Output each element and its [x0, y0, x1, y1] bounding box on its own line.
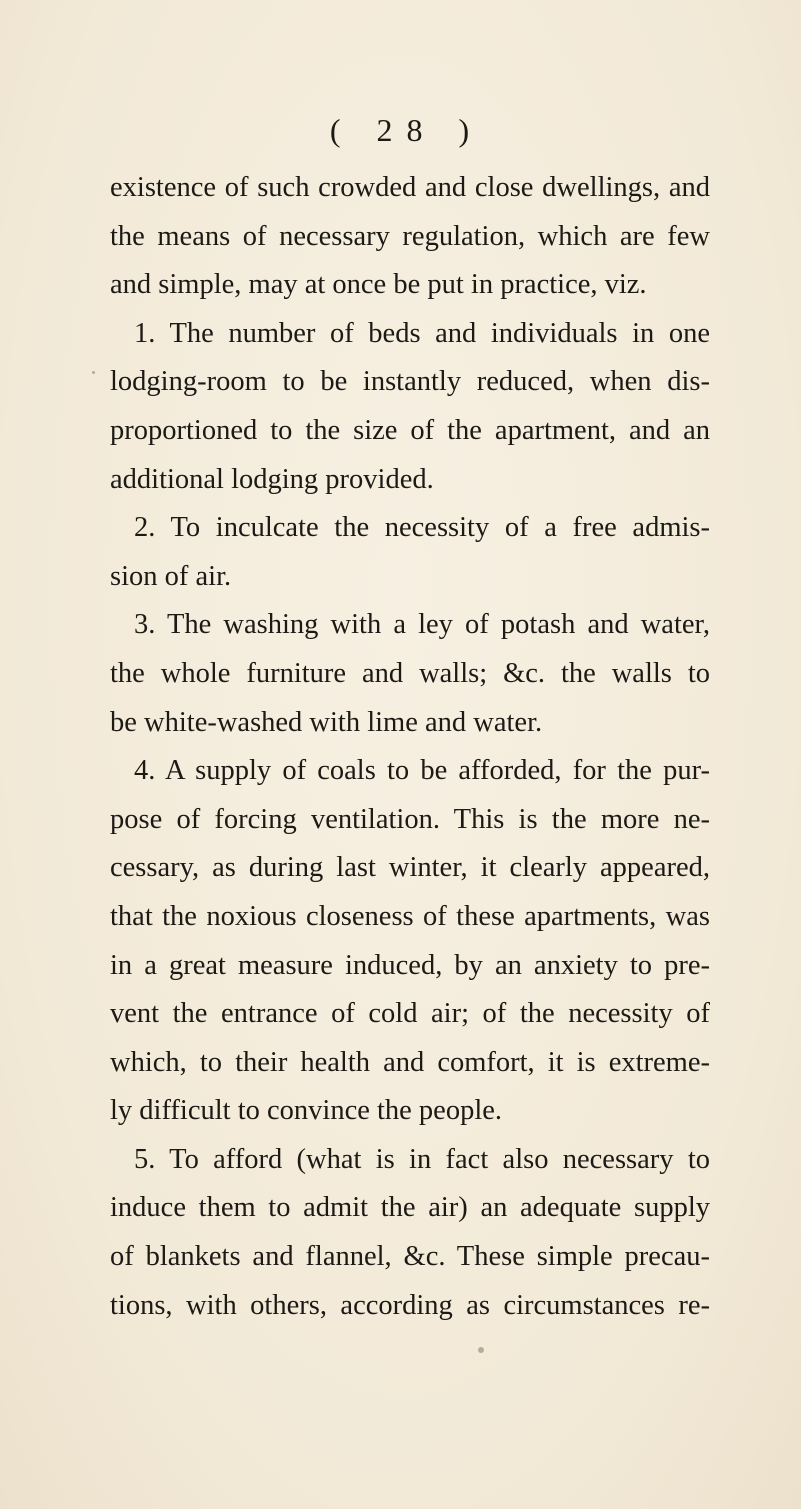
text-line: the whole furniture and walls; &c. the walls to — [110, 657, 710, 689]
text-line: induce them to admit the air) an adequate supply — [110, 1192, 710, 1224]
text-line: tions, with others, according as circumstances re- — [110, 1289, 710, 1321]
text-line: in a great measure induced, by an anxiety to pre- — [110, 949, 710, 981]
text-line: sion of air. — [110, 560, 232, 592]
text-line: the means of necessary regulation, which are few — [110, 220, 710, 252]
text-line: additional lodging provided. — [110, 463, 434, 495]
text-line: cessary, as during last winter, it clearly appeared, — [110, 852, 710, 884]
text-line: that the noxious closeness of these apartments, was — [110, 900, 710, 932]
text-line: 1. The number of beds and individuals in one — [134, 317, 710, 349]
text-line: 4. A supply of coals to be afforded, for the pur- — [134, 755, 710, 787]
text-line: lodging-room to be instantly reduced, when dis- — [110, 366, 710, 398]
text-line: which, to their health and comfort, it is extreme- — [110, 1046, 710, 1078]
paper-speck — [478, 1347, 484, 1353]
text-line: be white-washed with lime and water. — [110, 706, 543, 738]
paper-speck — [92, 371, 95, 374]
text-line: and simple, may at once be put in practice, viz. — [110, 269, 647, 301]
text-line: vent the entrance of cold air; of the necessity of — [110, 998, 710, 1030]
text-line: proportioned to the size of the apartment, and an — [110, 414, 710, 446]
page-number: ( 28 ) — [329, 112, 484, 148]
text-line: 2. To inculcate the necessity of a free admis- — [134, 512, 710, 544]
body-text — [110, 164, 710, 1330]
text-line: existence of such crowded and close dwellings, and — [110, 172, 710, 203]
text-line: ly difficult to convince the people. — [110, 1095, 503, 1127]
text-line: 3. The washing with a ley of potash and water, — [134, 609, 710, 641]
text-line: 5. To afford (what is in fact also necessary to — [134, 1143, 710, 1175]
text-line: pose of forcing ventilation. This is the more ne- — [110, 803, 710, 835]
text-line: of blankets and flannel, &c. These simple precau- — [110, 1241, 710, 1273]
